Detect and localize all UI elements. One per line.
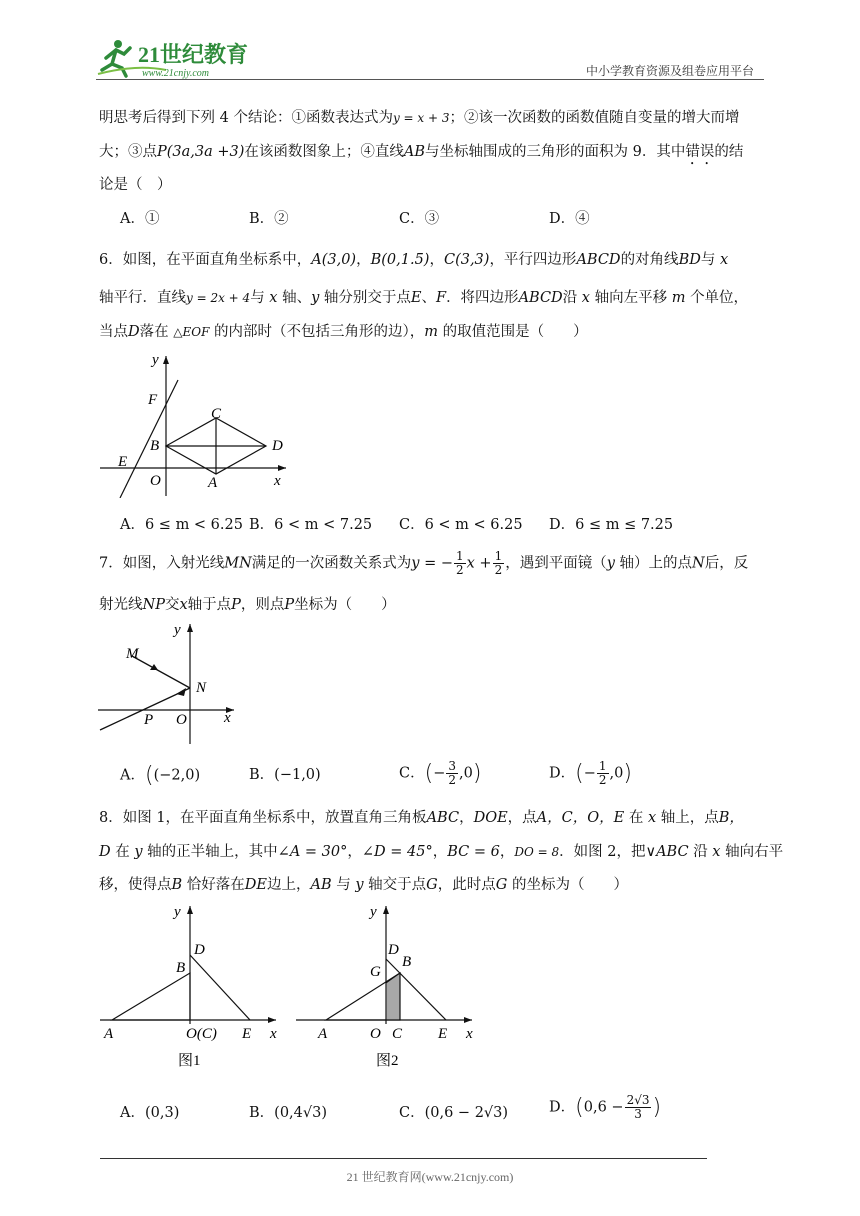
- q8-fig2-label-y: y: [370, 904, 377, 920]
- q7-label-m: M: [126, 646, 139, 662]
- q6-line-1: 6．如图，在平面直角坐标系中，A(3,0)，B(0,1.5)，C(3,3)，平行四边形ABCD的对角线BD与 x: [99, 252, 729, 268]
- q7-line-1: 7．如图，入射光线MN满足的一次函数关系式为y = − $\frac{1}{2}$ x + $\frac{1}{2}$ ，遇到平面镜（y 轴）上的点N后，反: [99, 549, 749, 577]
- q8-fig1-label-e: E: [242, 1026, 252, 1042]
- site-name: 中小学教育资源及组卷应用平台: [585, 64, 754, 78]
- q6-option-c[interactable]: C．6 < m < 6.25: [399, 517, 523, 533]
- q5-option-c[interactable]: C．③: [399, 211, 440, 227]
- q8-figure-2: [294, 900, 484, 1072]
- q8-figure-1: [96, 900, 286, 1072]
- logo-text: 21世纪教育: [138, 42, 249, 67]
- q6-label-e: E: [118, 454, 128, 470]
- q6-label-o: O: [150, 473, 161, 489]
- q7-frac-intercept: $\frac{1}{2}$: [494, 549, 503, 577]
- q8-fig1-label-y: y: [174, 904, 181, 920]
- q8-fig2-label-b: B: [402, 954, 412, 970]
- q8-option-a[interactable]: A．(0,3): [120, 1105, 180, 1121]
- q6-option-d[interactable]: D．6 ≤ m ≤ 7.25: [549, 517, 674, 533]
- q7-label-y: y: [174, 622, 181, 638]
- q5-option-a[interactable]: A．①: [120, 211, 160, 227]
- q7-frac-slope: $\frac{1}{2}$: [456, 549, 464, 577]
- footer-rule: [100, 1158, 707, 1159]
- q8-fig1-caption: 图1: [178, 1053, 201, 1069]
- q8-fig2-label-a: A: [318, 1026, 328, 1042]
- q6-label-f: F: [148, 392, 158, 408]
- q8-fig2-caption: 图2: [376, 1053, 399, 1069]
- q8-fig1-label-oc: O(C): [186, 1026, 217, 1042]
- q8-line-3: 移，使得点B 恰好落在DE边上，AB 与 y 轴交于点G，此时点G 的坐标为（ ）: [99, 877, 628, 893]
- q7-option-b[interactable]: B．(−1,0): [249, 767, 321, 783]
- q8-fig2-label-g: G: [370, 964, 381, 980]
- q7-line-2: 射光线NP交x轴于点P，则点P坐标为（ ）: [99, 597, 396, 613]
- q6-label-b: B: [150, 438, 160, 454]
- q6-line-3: 当点D落在 △EOF 的内部时（不包括三角形的边），m 的取值范围是（ ）: [99, 324, 588, 340]
- q7-label-p: P: [144, 712, 154, 728]
- q7-label-x: x: [224, 710, 231, 726]
- q8-fig1-label-d: D: [194, 942, 205, 958]
- q7-option-d[interactable]: D．(− $\frac{1}{2}$ ,0): [549, 759, 632, 787]
- q6-label-a: A: [208, 475, 218, 491]
- footer-text: 21 世纪教育网(www.21cnjy.com): [346, 1170, 514, 1184]
- q6-option-b[interactable]: B．6 < m < 7.25: [249, 517, 373, 533]
- q6-option-a[interactable]: A．6 ≤ m < 6.25: [120, 517, 243, 533]
- q8-fig2-label-o: O: [370, 1026, 381, 1042]
- q5-line-3: 论是（ ）: [99, 177, 172, 193]
- q7-figure: [96, 618, 246, 748]
- q8-fig2-label-d: D: [388, 942, 399, 958]
- q5-option-d[interactable]: D．④: [549, 211, 590, 227]
- logo: [96, 36, 266, 80]
- q8-option-b[interactable]: B．(0,4√3): [249, 1105, 327, 1121]
- q7-option-a[interactable]: A．((−2,0): [120, 763, 201, 788]
- q6-figure: [96, 348, 296, 498]
- q6-label-d: D: [272, 438, 283, 454]
- logo-url: www.21cnjy.com: [142, 68, 210, 79]
- q6-label-x: x: [274, 473, 281, 489]
- q5-option-b[interactable]: B．②: [249, 211, 289, 227]
- q7-label-o: O: [176, 712, 187, 728]
- logo-runner-icon: [96, 36, 266, 80]
- q8-fig1-label-b: B: [176, 960, 186, 976]
- q8-fig2-label-c: C: [392, 1026, 403, 1042]
- q8-line-1: 8．如图 1，在平面直角坐标系中，放置直角三角板ABC，DOE，点A，C，O，E 在 x 轴上，点B，: [99, 810, 744, 826]
- header-rule: [96, 79, 764, 80]
- q6-label-y: y: [152, 352, 159, 368]
- q6-label-c: C: [211, 406, 222, 422]
- q8-fig2-label-e: E: [438, 1026, 448, 1042]
- q5-line-2: 大；③点P(3a,3a +3)在该函数图象上；④直线AB与坐标轴围成的三角形的面积为 9．其中错误的结: [99, 144, 744, 160]
- q8-fig2-label-x: x: [466, 1026, 473, 1042]
- q8-fig1-label-a: A: [104, 1026, 114, 1042]
- q7-option-c[interactable]: C．(− $\frac{3}{2}$ ,0): [399, 759, 482, 787]
- q7-label-n: N: [196, 680, 207, 696]
- q8-fig1-label-x: x: [270, 1026, 277, 1042]
- q5-line-1: 明思考后得到下列 4 个结论：①函数表达式为y = x + 3；②该一次函数的函数值随自变量的增大而增: [99, 110, 740, 126]
- q6-line-2: 轴平行．直线y = 2x + 4与 x 轴、y 轴分别交于点E、F．将四边形ABCD沿 x 轴向左平移 m 个单位，: [99, 290, 749, 306]
- q8-option-c[interactable]: C．(0,6 − 2√3): [399, 1105, 509, 1121]
- q8-line-2: D 在 y 轴的正半轴上，其中∠A = 30°，∠D = 45°，BC = 6，DO = 8．如图 2，把∨ABC 沿 x 轴向右平: [99, 844, 784, 860]
- q8-option-d[interactable]: D．(0,6 − $\frac{2√3}{3}$ ): [549, 1093, 662, 1121]
